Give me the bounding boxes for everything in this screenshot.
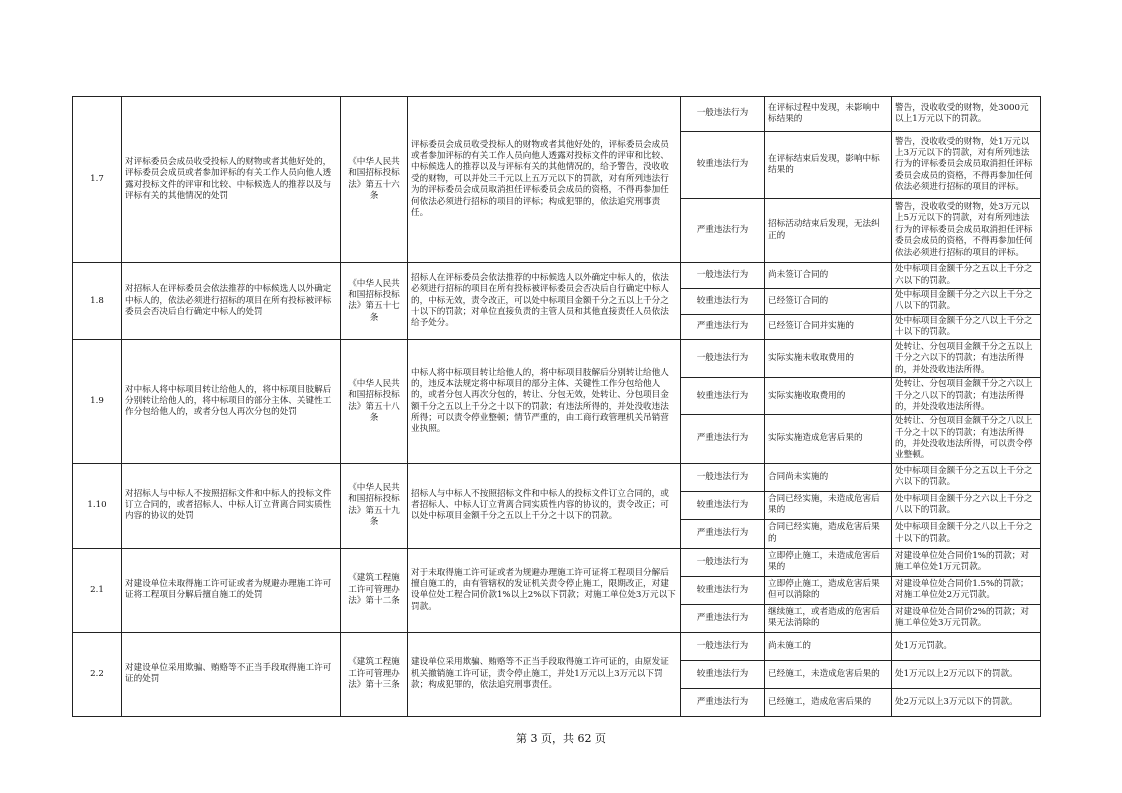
penalty-standard: 处转让、分包项目金额千分之六以上千分之八以下的罚款；有违法所得的，并处没收违法所得。 bbox=[892, 378, 1041, 415]
table-row bbox=[73, 97, 1041, 132]
item-number: 2.2 bbox=[73, 632, 122, 716]
violation-condition: 已经签订合同并实施的 bbox=[765, 314, 892, 340]
penalty-standard: 对建设单位处合同价2%的罚款；对施工单位处3万元罚款。 bbox=[892, 604, 1041, 632]
violation-item: 对招标人与中标人不按照招标文件和中标人的投标文件订立合同的，或者招标人、中标人订立背离合同实质性内容的协议的处罚 bbox=[122, 463, 341, 548]
legal-basis: 《中华人民共和国招标投标法》第五十七条 bbox=[341, 263, 408, 340]
penalty-standard: 警告，没收收受的财物，处3万元以上5万元以下的罚款，对有所列违法行为的评标委员会成员取消担任评标委员会成员的资格，不得再参加任何依法必须进行招标的项目的评标。 bbox=[892, 199, 1041, 263]
penalty-standard: 处1万元罚款。 bbox=[892, 632, 1041, 660]
penalty-table-body bbox=[73, 97, 1041, 717]
violation-condition: 合同已经实施，未造成危害后果的 bbox=[765, 491, 892, 519]
penalty-standard: 处转让、分包项目金额千分之五以上千分之六以下的罚款；有违法所得的，并处没收违法所得。 bbox=[892, 340, 1041, 378]
penalty-standard: 对建设单位处合同价1%的罚款；对施工单位处1万元罚款。 bbox=[892, 548, 1041, 576]
violation-level: 一般违法行为 bbox=[681, 340, 765, 378]
violation-level: 较重违法行为 bbox=[681, 576, 765, 604]
legal-basis: 《建筑工程施工许可管理办法》第十三条 bbox=[341, 632, 408, 716]
violation-condition: 合同已经实施，造成危害后果的 bbox=[765, 519, 892, 548]
violation-level: 较重违法行为 bbox=[681, 132, 765, 199]
violation-condition: 继续施工，或者造成的危害后果无法消除的 bbox=[765, 604, 892, 632]
penalty-standard: 处中标项目金额千分之五以上千分之六以下的罚款。 bbox=[892, 463, 1041, 491]
table-row bbox=[73, 263, 1041, 289]
table-row bbox=[73, 340, 1041, 378]
item-number: 1.8 bbox=[73, 263, 122, 340]
violation-item: 对建设单位采用欺骗、贿赂等不正当手段取得施工许可证的处罚 bbox=[122, 632, 341, 716]
penalty-standard: 处2万元以上3万元以下的罚款。 bbox=[892, 688, 1041, 716]
item-number: 1.10 bbox=[73, 463, 122, 548]
penalty-standard: 处中标项目金额千分之六以上千分之八以下的罚款。 bbox=[892, 491, 1041, 519]
violation-condition: 尚未施工的 bbox=[765, 632, 892, 660]
penalty-standard: 警告，没收收受的财物，处3000元以上1万元以下的罚款。 bbox=[892, 97, 1041, 132]
violation-level: 一般违法行为 bbox=[681, 632, 765, 660]
penalty-clause: 招标人与中标人不按照招标文件和中标人的投标文件订立合同的，或者招标人、中标人订立背离合同实质性内容的协议的，责令改正；可以处中标项目金额千分之五以上千分之十以下的罚款。 bbox=[408, 463, 681, 548]
penalty-standard: 处1万元以上2万元以下的罚款。 bbox=[892, 660, 1041, 688]
table-row bbox=[73, 548, 1041, 576]
violation-condition: 尚未签订合同的 bbox=[765, 263, 892, 289]
penalty-clause: 评标委员会成员收受投标人的财物或者其他好处的，评标委员会成员或者参加评标的有关工作人员向他人透露对投标文件的评审和比较、中标候选人的推荐以及与评标有关的其他情况的，给予警告，没收收受的财物，可以并处三千元以上五万元以下的罚款，对有所列违法行为的评标委员会成员取消担任评标委员会成员的资格，不得再参加任何依法必须进行招标的项目的评标；构成犯罪的，依法追究刑事责任。 bbox=[408, 97, 681, 263]
violation-level: 较重违法行为 bbox=[681, 491, 765, 519]
penalty-standard: 处中标项目金额千分之六以上千分之八以下的罚款。 bbox=[892, 289, 1041, 315]
violation-item: 对评标委员会成员收受投标人的财物或者其他好处的，评标委员会成员或者参加评标的有关工作人员向他人透露对投标文件的评审和比较、中标候选人的推荐以及与评标有关的其他情况的处罚 bbox=[122, 97, 341, 263]
legal-basis: 《中华人民共和国招标投标法》第五十八条 bbox=[341, 340, 408, 463]
penalty-standard: 警告，没收收受的财物，处1万元以上3万元以下的罚款，对有所列违法行为的评标委员会成员取消担任评标委员会成员的资格，不得再参加任何依法必须进行招标的项目的评标。 bbox=[892, 132, 1041, 199]
item-number: 2.1 bbox=[73, 548, 122, 632]
violation-condition: 合同尚未实施的 bbox=[765, 463, 892, 491]
penalty-clause: 对于未取得施工许可证或者为规避办理施工许可证将工程项目分解后擅自施工的，由有管辖权的发证机关责令停止施工，限期改正，对建设单位处工程合同价款1%以上2%以下罚款；对施工单位处3万元以下罚款。 bbox=[408, 548, 681, 632]
violation-condition: 实际实施收取费用的 bbox=[765, 378, 892, 415]
page-footer: 第 3 页，共 62 页 bbox=[516, 732, 606, 745]
violation-level: 一般违法行为 bbox=[681, 548, 765, 576]
violation-condition: 立即停止施工，造成危害后果但可以消除的 bbox=[765, 576, 892, 604]
violation-level: 严重违法行为 bbox=[681, 519, 765, 548]
violation-level: 严重违法行为 bbox=[681, 688, 765, 716]
violation-item: 对建设单位未取得施工许可证或者为规避办理施工许可证将工程项目分解后擅自施工的处罚 bbox=[122, 548, 341, 632]
violation-level: 一般违法行为 bbox=[681, 463, 765, 491]
penalty-table bbox=[72, 96, 1041, 717]
penalty-standard: 处中标项目金额千分之八以上千分之十以下的罚款。 bbox=[892, 519, 1041, 548]
violation-level: 严重违法行为 bbox=[681, 314, 765, 340]
penalty-standard: 对建设单位处合同价1.5%的罚款；对施工单位处2万元罚款。 bbox=[892, 576, 1041, 604]
violation-item: 对中标人将中标项目转让给他人的，将中标项目肢解后分别转让给他人的，将中标项目的部分主体、关键性工作分包给他人的，或者分包人再次分包的处罚 bbox=[122, 340, 341, 463]
penalty-standard: 处转让、分包项目金额千分之八以上千分之十以下的罚款；有违法所得的，并处没收违法所得，可以责令停业整顿。 bbox=[892, 415, 1041, 463]
violation-level: 较重违法行为 bbox=[681, 660, 765, 688]
violation-condition: 实际实施造成危害后果的 bbox=[765, 415, 892, 463]
legal-basis: 《建筑工程施工许可管理办法》第十二条 bbox=[341, 548, 408, 632]
violation-condition: 已经施工，造成危害后果的 bbox=[765, 688, 892, 716]
table-row bbox=[73, 463, 1041, 491]
table-row bbox=[73, 632, 1041, 660]
violation-level: 一般违法行为 bbox=[681, 97, 765, 132]
violation-condition: 招标活动结束后发现，无法纠正的 bbox=[765, 199, 892, 263]
violation-item: 对招标人在评标委员会依法推荐的中标候选人以外确定中标人的，依法必须进行招标的项目在所有投标被评标委员会否决后自行确定中标人的处罚 bbox=[122, 263, 341, 340]
violation-condition: 在评标过程中发现，未影响中标结果的 bbox=[765, 97, 892, 132]
violation-level: 较重违法行为 bbox=[681, 378, 765, 415]
violation-condition: 在评标结束后发现，影响中标结果的 bbox=[765, 132, 892, 199]
violation-level: 一般违法行为 bbox=[681, 263, 765, 289]
item-number: 1.9 bbox=[73, 340, 122, 463]
violation-level: 严重违法行为 bbox=[681, 415, 765, 463]
penalty-clause: 建设单位采用欺骗、贿赂等不正当手段取得施工许可证的，由原发证机关撤销施工许可证，责令停止施工，并处1万元以上3万元以下罚款；构成犯罪的，依法追究刑事责任。 bbox=[408, 632, 681, 716]
penalty-standard: 处中标项目金额千分之八以上千分之十以下的罚款。 bbox=[892, 314, 1041, 340]
violation-condition: 已经签订合同的 bbox=[765, 289, 892, 315]
item-number: 1.7 bbox=[73, 97, 122, 263]
violation-level: 较重违法行为 bbox=[681, 289, 765, 315]
legal-basis: 《中华人民共和国招标投标法》第五十九条 bbox=[341, 463, 408, 548]
violation-level: 严重违法行为 bbox=[681, 604, 765, 632]
violation-condition: 已经施工，未造成危害后果的 bbox=[765, 660, 892, 688]
violation-condition: 实际实施未收取费用的 bbox=[765, 340, 892, 378]
violation-level: 严重违法行为 bbox=[681, 199, 765, 263]
violation-condition: 立即停止施工，未造成危害后果的 bbox=[765, 548, 892, 576]
legal-basis: 《中华人民共和国招标投标法》第五十六条 bbox=[341, 97, 408, 263]
penalty-clause: 招标人在评标委员会依法推荐的中标候选人以外确定中标人的，依法必须进行招标的项目在所有投标被评标委员会否决后自行确定中标人的，中标无效，责令改正，可以处中标项目金额千分之五以上千分之十以下的罚款；对单位直接负责的主管人员和其他直接责任人员依法给予处分。 bbox=[408, 263, 681, 340]
penalty-clause: 中标人将中标项目转让给他人的，将中标项目肢解后分别转让给他人的，违反本法规定将中标项目的部分主体、关键性工作分包给他人的，或者分包人再次分包的，转让、分包无效，处转让、分包项目金额千分之五以上千分之十以下的罚款；有违法所得的，并处没收违法所得；可以责令停业整顿；情节严重的，由工商行政管理机关吊销营业执照。 bbox=[408, 340, 681, 463]
penalty-standard: 处中标项目金额千分之五以上千分之六以下的罚款。 bbox=[892, 263, 1041, 289]
